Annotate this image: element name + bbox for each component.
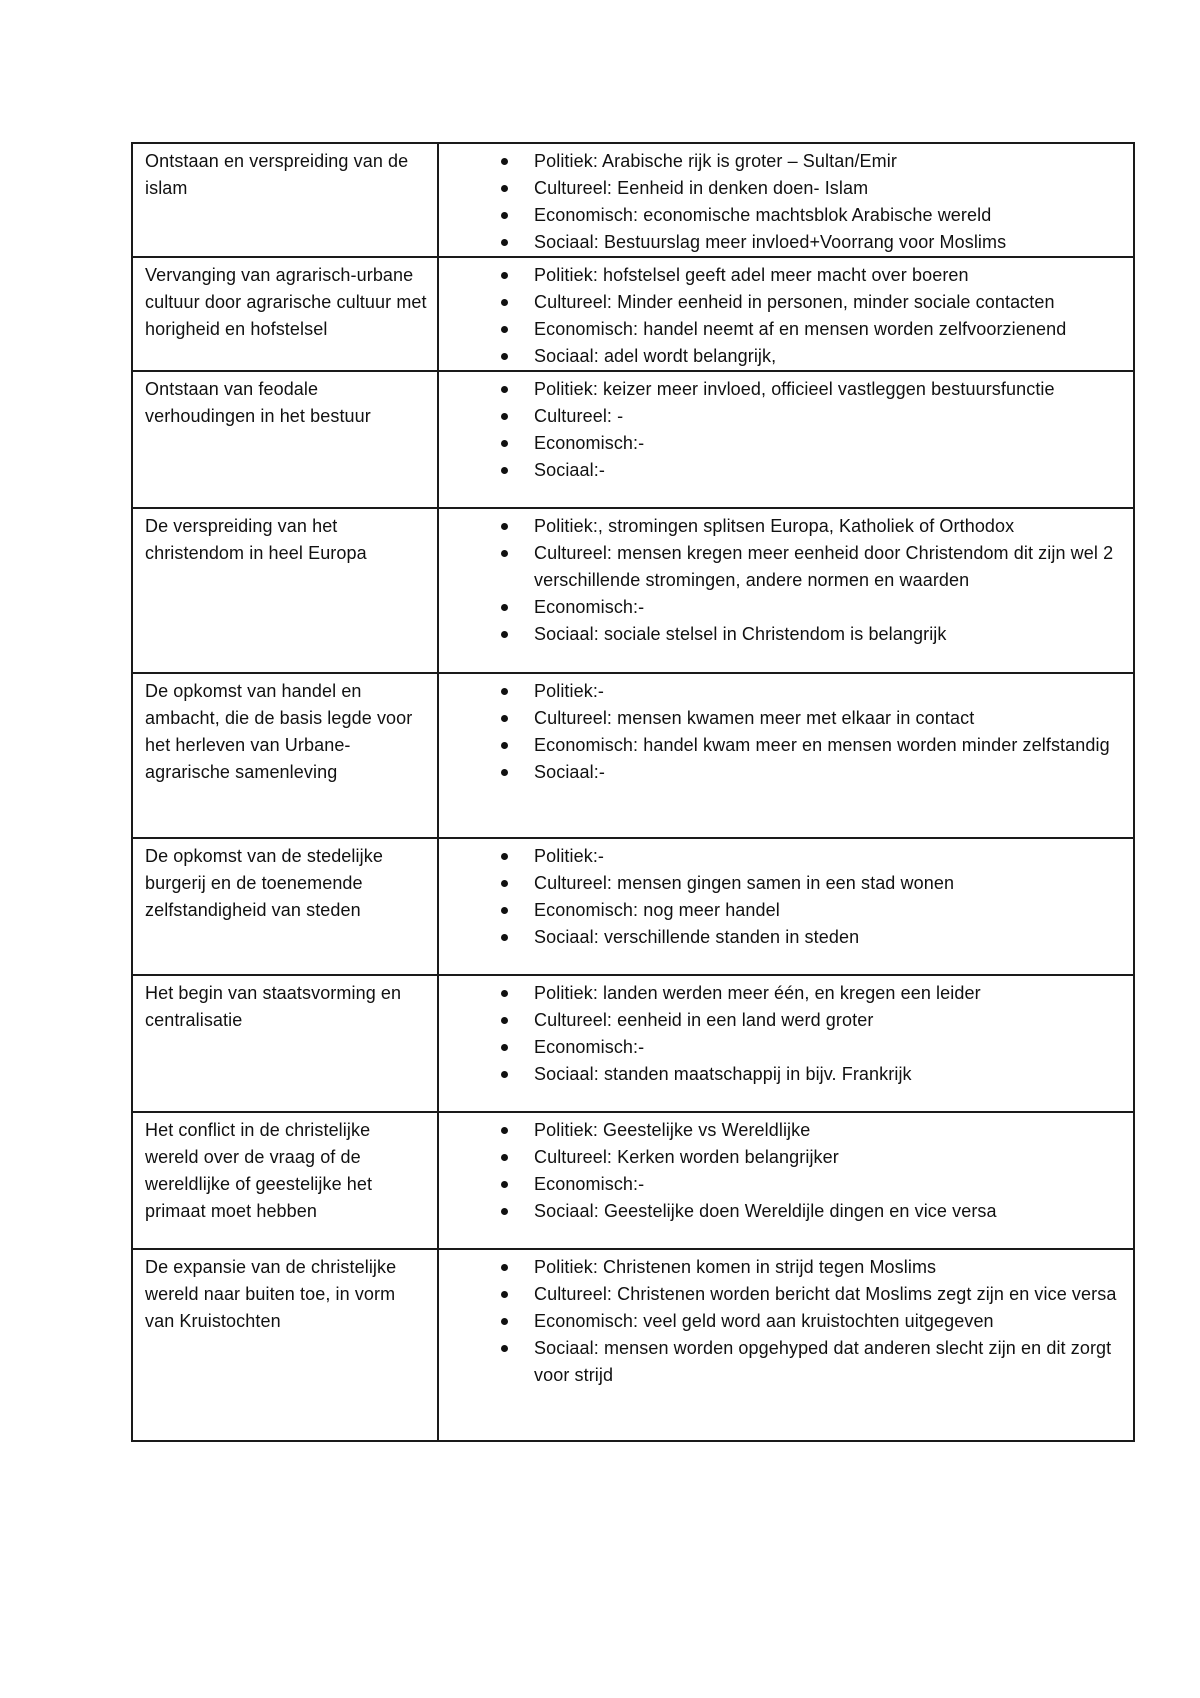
bullet-icon xyxy=(501,467,508,474)
bullet-icon xyxy=(501,413,508,420)
aspect-text: Politiek: keizer meer invloed, officieel vastleggen bestuursfunctie xyxy=(534,379,1055,399)
list-item xyxy=(451,1198,1123,1225)
bullet-icon xyxy=(501,1017,508,1024)
aspect-text: Economisch:- xyxy=(534,1037,645,1057)
topic-text: De expansie van de christelijke wereld naar buiten toe, in vorm van Kruistochten xyxy=(145,1257,397,1331)
bullet-icon xyxy=(501,1181,508,1188)
topic-text: De verspreiding van het christendom in heel Europa xyxy=(145,516,367,563)
aspects-cell xyxy=(438,1112,1134,1249)
aspect-text: Cultureel: Minder eenheid in personen, minder sociale contacten xyxy=(534,292,1055,312)
bullet-icon xyxy=(501,1154,508,1161)
topic-cell xyxy=(132,673,438,838)
list-item xyxy=(451,1254,1123,1281)
aspect-text: Cultureel: Eenheid in denken doen- Islam xyxy=(534,178,869,198)
list-item xyxy=(451,1117,1123,1144)
bullet-icon xyxy=(501,715,508,722)
bullet-icon xyxy=(501,742,508,749)
list-item xyxy=(451,594,1123,621)
list-item xyxy=(451,1171,1123,1198)
bullet-icon xyxy=(501,1291,508,1298)
aspects-cell xyxy=(438,975,1134,1112)
aspect-text: Sociaal: verschillende standen in steden xyxy=(534,927,860,947)
aspect-text: Cultureel: mensen gingen samen in een stad wonen xyxy=(534,873,955,893)
bullet-icon xyxy=(501,1044,508,1051)
bullet-icon xyxy=(501,550,508,557)
list-item xyxy=(451,870,1123,897)
bullet-icon xyxy=(501,326,508,333)
table-body xyxy=(132,143,1134,1441)
aspects-cell xyxy=(438,673,1134,838)
aspects-cell xyxy=(438,838,1134,975)
aspect-text: Economisch:- xyxy=(534,597,645,617)
table-row xyxy=(132,1112,1134,1249)
table-row xyxy=(132,838,1134,975)
bullet-icon xyxy=(501,853,508,860)
aspect-list xyxy=(451,980,1123,1088)
topic-text: De opkomst van de stedelijke burgerij en de toenemende zelfstandigheid van steden xyxy=(145,846,383,920)
list-item xyxy=(451,678,1123,705)
aspect-text: Economisch:- xyxy=(534,1174,645,1194)
bullet-icon xyxy=(501,386,508,393)
bullet-icon xyxy=(501,880,508,887)
topic-cell xyxy=(132,257,438,371)
list-item xyxy=(451,262,1123,289)
bullet-icon xyxy=(501,185,508,192)
aspect-list xyxy=(451,1117,1123,1225)
bullet-icon xyxy=(501,604,508,611)
list-item xyxy=(451,621,1123,648)
bullet-icon xyxy=(501,1345,508,1352)
aspect-list xyxy=(451,148,1123,256)
aspect-text: Sociaal: Geestelijke doen Wereldijle dingen en vice versa xyxy=(534,1201,997,1221)
list-item xyxy=(451,1034,1123,1061)
list-item xyxy=(451,229,1123,256)
bullet-icon xyxy=(501,907,508,914)
aspects-cell xyxy=(438,371,1134,508)
bullet-icon xyxy=(501,158,508,165)
table-row xyxy=(132,673,1134,838)
aspect-text: Sociaal: standen maatschappij in bijv. Frankrijk xyxy=(534,1064,912,1084)
aspects-cell xyxy=(438,257,1134,371)
list-item xyxy=(451,175,1123,202)
list-item xyxy=(451,705,1123,732)
topic-cell xyxy=(132,975,438,1112)
aspect-text: Cultureel: mensen kregen meer eenheid door Christendom dit zijn wel 2 verschillende stromingen, andere normen en waarden xyxy=(534,543,1114,590)
table-row xyxy=(132,257,1134,371)
aspect-text: Politiek: landen werden meer één, en kregen een leider xyxy=(534,983,981,1003)
aspect-text: Economisch: nog meer handel xyxy=(534,900,780,920)
bullet-icon xyxy=(501,688,508,695)
table-row xyxy=(132,975,1134,1112)
aspect-text: Politiek: Arabische rijk is groter – Sultan/Emir xyxy=(534,151,897,171)
list-item xyxy=(451,732,1123,759)
aspect-text: Politiek:, stromingen splitsen Europa, Katholiek of Orthodox xyxy=(534,516,1015,536)
bullet-icon xyxy=(501,523,508,530)
aspect-text: Economisch: veel geld word aan kruistochten uitgegeven xyxy=(534,1311,994,1331)
aspect-list xyxy=(451,376,1123,484)
list-item xyxy=(451,1308,1123,1335)
list-item xyxy=(451,843,1123,870)
topic-text: Ontstaan van feodale verhoudingen in het bestuur xyxy=(145,379,371,426)
list-item xyxy=(451,316,1123,343)
aspect-text: Sociaal: sociale stelsel in Christendom is belangrijk xyxy=(534,624,947,644)
list-item xyxy=(451,540,1123,594)
bullet-icon xyxy=(501,769,508,776)
list-item xyxy=(451,1335,1123,1389)
bullet-icon xyxy=(501,353,508,360)
aspect-text: Cultureel: Kerken worden belangrijker xyxy=(534,1147,839,1167)
aspect-list xyxy=(451,262,1123,370)
aspect-text: Cultureel: - xyxy=(534,406,624,426)
list-item xyxy=(451,376,1123,403)
bullet-icon xyxy=(501,239,508,246)
table-row xyxy=(132,371,1134,508)
bullet-icon xyxy=(501,1071,508,1078)
list-item xyxy=(451,1061,1123,1088)
list-item xyxy=(451,1281,1123,1308)
bullet-icon xyxy=(501,990,508,997)
topic-cell xyxy=(132,1249,438,1441)
bullet-icon xyxy=(501,299,508,306)
aspect-text: Sociaal:- xyxy=(534,762,605,782)
aspect-text: Politiek:- xyxy=(534,846,605,866)
aspect-text: Economisch: handel kwam meer en mensen worden minder zelfstandig xyxy=(534,735,1110,755)
topic-text: Ontstaan en verspreiding van de islam xyxy=(145,151,409,198)
topic-text: Het conflict in de christelijke wereld over de vraag of de wereldlijke of geestelijke het primaat moet hebben xyxy=(145,1120,373,1221)
aspect-text: Sociaal: adel wordt belangrijk, xyxy=(534,346,777,366)
aspect-text: Sociaal: mensen worden opgehyped dat anderen slecht zijn en dit zorgt voor strijd xyxy=(534,1338,1112,1385)
bullet-icon xyxy=(501,1127,508,1134)
topic-text: Vervanging van agrarisch-urbane cultuur door agrarische cultuur met horigheid en hofstelsel xyxy=(145,265,427,339)
list-item xyxy=(451,513,1123,540)
table-row xyxy=(132,508,1134,673)
list-item xyxy=(451,289,1123,316)
aspect-list xyxy=(451,1254,1123,1389)
aspect-text: Politiek: Geestelijke vs Wereldlijke xyxy=(534,1120,811,1140)
topic-cell xyxy=(132,508,438,673)
list-item xyxy=(451,980,1123,1007)
topic-cell xyxy=(132,371,438,508)
aspects-cell xyxy=(438,508,1134,673)
aspect-list xyxy=(451,843,1123,951)
aspect-text: Sociaal:- xyxy=(534,460,605,480)
list-item xyxy=(451,759,1123,786)
bullet-icon xyxy=(501,631,508,638)
aspect-text: Politiek: Christenen komen in strijd tegen Moslims xyxy=(534,1257,937,1277)
table-row xyxy=(132,1249,1134,1441)
history-table xyxy=(131,142,1135,1442)
aspect-text: Economisch: handel neemt af en mensen worden zelfvoorzienend xyxy=(534,319,1067,339)
list-item xyxy=(451,924,1123,951)
list-item xyxy=(451,430,1123,457)
bullet-icon xyxy=(501,440,508,447)
bullet-icon xyxy=(501,1318,508,1325)
bullet-icon xyxy=(501,1208,508,1215)
aspect-text: Politiek:- xyxy=(534,681,605,701)
bullet-icon xyxy=(501,1264,508,1271)
aspect-text: Economisch:- xyxy=(534,433,645,453)
list-item xyxy=(451,1007,1123,1034)
topic-cell xyxy=(132,1112,438,1249)
list-item xyxy=(451,148,1123,175)
list-item xyxy=(451,202,1123,229)
aspect-text: Politiek: hofstelsel geeft adel meer macht over boeren xyxy=(534,265,969,285)
list-item xyxy=(451,403,1123,430)
topic-text: De opkomst van handel en ambacht, die de basis legde voor het herleven van Urbane-agrarische samenleving xyxy=(145,681,413,782)
table-row xyxy=(132,143,1134,257)
bullet-icon xyxy=(501,934,508,941)
list-item xyxy=(451,457,1123,484)
topic-cell xyxy=(132,838,438,975)
list-item xyxy=(451,343,1123,370)
aspects-cell xyxy=(438,143,1134,257)
list-item xyxy=(451,897,1123,924)
aspect-text: Sociaal: Bestuurslag meer invloed+Voorrang voor Moslims xyxy=(534,232,1007,252)
list-item xyxy=(451,1144,1123,1171)
bullet-icon xyxy=(501,272,508,279)
aspect-text: Economisch: economische machtsblok Arabische wereld xyxy=(534,205,992,225)
aspect-text: Cultureel: mensen kwamen meer met elkaar in contact xyxy=(534,708,975,728)
topic-text: Het begin van staatsvorming en centralisatie xyxy=(145,983,402,1030)
aspect-list xyxy=(451,678,1123,786)
aspect-text: Cultureel: eenheid in een land werd groter xyxy=(534,1010,874,1030)
bullet-icon xyxy=(501,212,508,219)
aspect-list xyxy=(451,513,1123,648)
aspect-text: Cultureel: Christenen worden bericht dat Moslims zegt zijn en vice versa xyxy=(534,1284,1117,1304)
topic-cell xyxy=(132,143,438,257)
aspects-cell xyxy=(438,1249,1134,1441)
